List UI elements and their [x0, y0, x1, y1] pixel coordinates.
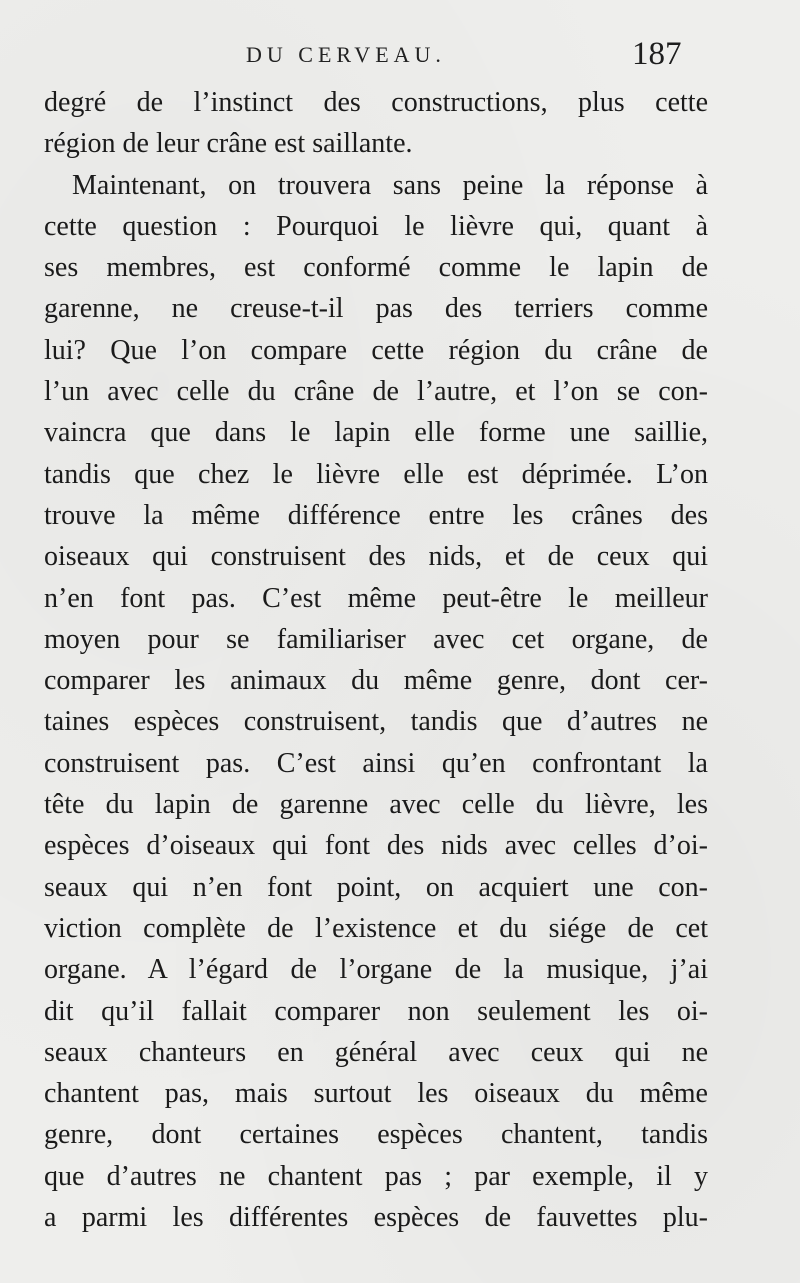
page-number: 187: [632, 36, 682, 72]
text-line: degré de l’instinct des constructions, plus cette: [44, 87, 708, 118]
text-line: moyen pour se familiariser avec cet organe, de: [44, 623, 708, 655]
text-line: région de leur crâne est saillante.: [44, 128, 413, 160]
text-line: vaincra que dans le lapin elle forme une saillie,: [44, 417, 708, 449]
text-line: seaux chanteurs en général avec ceux qui ne: [44, 1036, 708, 1068]
text-line: comparer les animaux du même genre, dont cer-: [44, 665, 708, 697]
running-head: DU CERVEAU.: [246, 42, 446, 67]
text-line: lui? Que l’on compare cette région du crâne de: [44, 334, 708, 366]
page-header: [0, 38, 800, 78]
text-line: tête du lapin de garenne avec celle du lièvre, les: [44, 789, 708, 821]
text-line: seaux qui n’en font point, on acquiert une con-: [44, 871, 708, 903]
text-line: construisent pas. C’est ainsi qu’en confrontant la: [44, 747, 708, 779]
text-line: espèces d’oiseaux qui font des nids avec celles d’oi-: [44, 830, 708, 862]
text-line: a parmi les différentes espèces de fauvettes plu-: [44, 1202, 708, 1234]
text-line: oiseaux qui construisent des nids, et de ceux qui: [44, 541, 708, 573]
text-line: viction complète de l’existence et du siége de cet: [44, 912, 708, 944]
text-line: organe. A l’égard de l’organe de la musique, j’ai: [44, 954, 708, 986]
text-line: garenne, ne creuse-t-il pas des terriers comme: [44, 293, 708, 325]
text-line: l’un avec celle du crâne de l’autre, et l’on se con-: [44, 376, 708, 408]
text-line: tandis que chez le lièvre elle est déprimée. L’on: [44, 458, 708, 490]
paragraph-start-line: Maintenant, on trouvera sans peine la réponse à: [72, 169, 708, 201]
text-line: genre, dont certaines espèces chantent, tandis: [44, 1119, 708, 1151]
text-line: ses membres, est conformé comme le lapin de: [44, 252, 708, 284]
text-line: taines espèces construisent, tandis que d’autres ne: [44, 706, 708, 738]
text-line: cette question : Pourquoi le lièvre qui, quant à: [44, 210, 708, 242]
text-line: dit qu’il fallait comparer non seulement les oi-: [44, 995, 708, 1027]
text-line: trouve la même différence entre les crânes des: [44, 499, 708, 531]
text-line: que d’autres ne chantent pas ; par exemple, il y: [44, 1160, 708, 1192]
body-text: [44, 82, 708, 1238]
text-line: chantent pas, mais surtout les oiseaux du même: [44, 1078, 708, 1110]
text-line: n’en font pas. C’est même peut-être le meilleur: [44, 582, 708, 614]
